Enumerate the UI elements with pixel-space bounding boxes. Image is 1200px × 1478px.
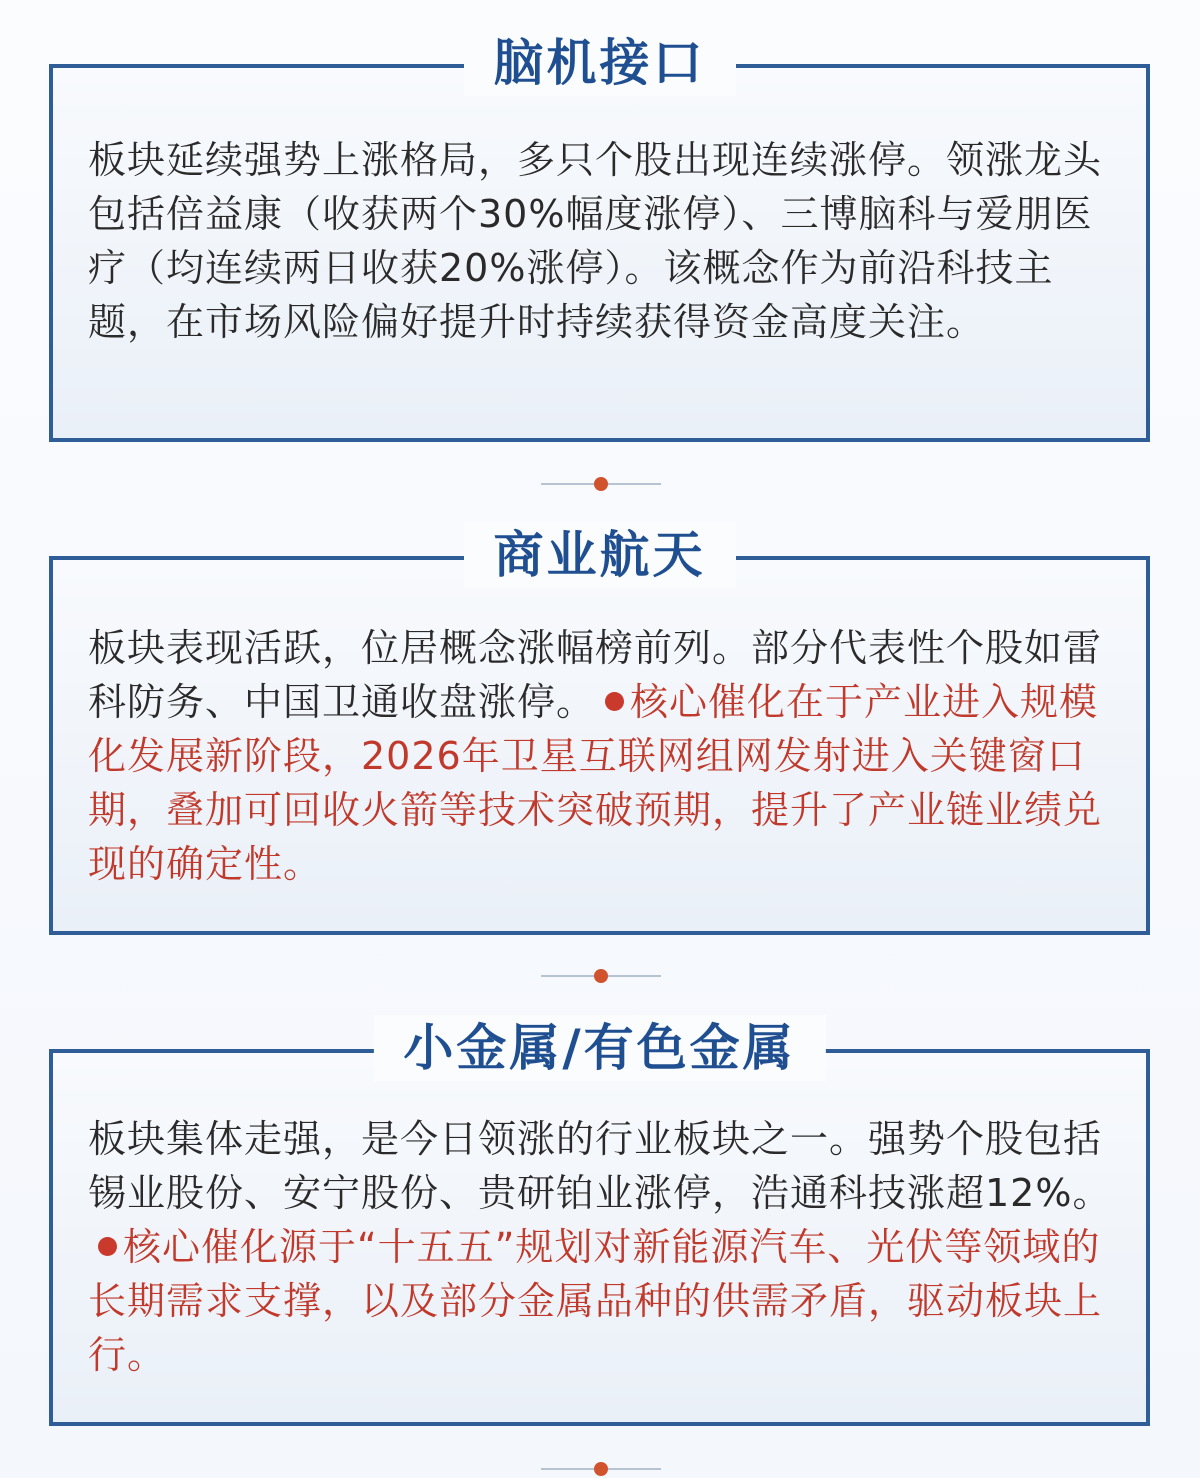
section-highlight-text: 核心催化在于产业进入规模化发展新阶段，2026年卫星互联网组网发射进入关键窗口期，叠加可回收火箭等技术突破预期，提升了产业链业绩兑现的确定性。	[88, 680, 1103, 886]
divider-dot-icon	[594, 969, 608, 983]
section-body-text: 板块集体走强，是今日领涨的行业板块之一。强势个股包括锡业股份、安宁股份、贵研铂业涨停，浩通科技涨超12%。	[88, 1117, 1112, 1215]
section-body	[88, 133, 1128, 349]
bullet-dot-icon	[98, 1237, 117, 1256]
section-body-text: 板块延续强势上涨格局，多只个股出现连续涨停。领涨龙头包括倍益康（收获两个30%幅度涨停）、三博脑科与爱朋医疗（均连续两日收获20%涨停）。该概念作为前沿科技主题，在市场风险偏好提升时持续获得资金高度关注。	[88, 138, 1103, 344]
section-card-brain-computer-interface	[49, 34, 1150, 442]
section-body	[88, 621, 1128, 891]
section-card-minor-metals	[49, 1019, 1150, 1426]
bullet-dot-icon	[605, 692, 624, 711]
section-highlight-text: 核心催化源于“十五五”规划对新能源汽车、光伏等领域的长期需求支撑，以及部分金属品种的供需矛盾，驱动板块上行。	[88, 1225, 1103, 1377]
section-divider	[541, 1462, 661, 1476]
section-divider	[541, 477, 661, 491]
section-divider	[541, 969, 661, 983]
divider-dot-icon	[594, 1462, 608, 1476]
section-title: 商业航天	[464, 522, 736, 588]
section-body-text: 板块表现活跃，位居概念涨幅榜前列。部分代表性个股如雷科防务、中国卫通收盘涨停。	[88, 626, 1103, 724]
divider-dot-icon	[594, 477, 608, 491]
section-card-commercial-aerospace	[49, 526, 1150, 935]
section-body	[88, 1112, 1138, 1382]
section-title: 脑机接口	[464, 30, 736, 96]
section-title: 小金属/有色金属	[373, 1015, 825, 1081]
